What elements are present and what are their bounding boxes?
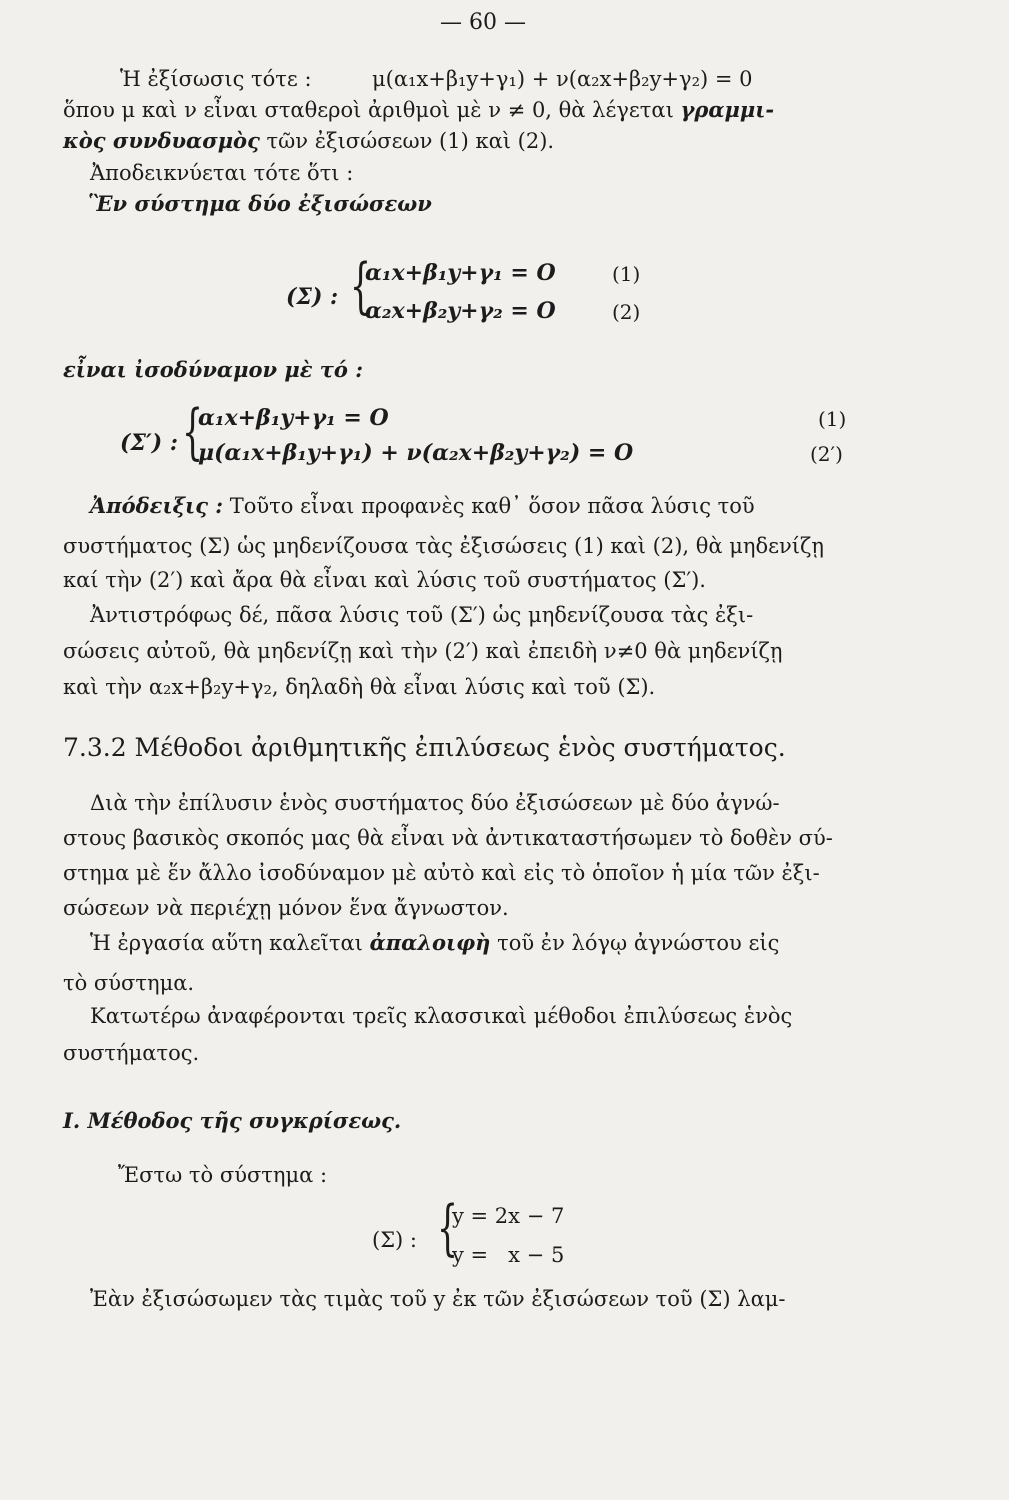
system1-number-2: (2) (612, 300, 641, 324)
system2-eq1: α₁x+β₁y+γ₁ = O (198, 405, 389, 431)
section-para1-line2: στους βασικὸς σκοπός μας θὰ εἶναι νὰ ἀντικαταστήσωμεν τὸ δοθὲν σύ- (63, 826, 833, 850)
page-number: — 60 — (440, 10, 526, 35)
section-para2-line2: τὸ σύστημα. (63, 971, 195, 995)
method-eq2: y = x − 5 (452, 1243, 565, 1267)
section-para1-line4: σώσεων νὰ περιέχῃ μόνον ἕνα ἄγνωστον. (63, 896, 509, 920)
method-system-brace: { (437, 1193, 459, 1263)
section-para2-lead: Ἡ ἐργασία αὕτη καλεῖται (90, 931, 363, 955)
intro-line-3-bold: κὸς συνδυασμὸς (63, 128, 260, 153)
system2-label: (Σ′) : (120, 430, 178, 456)
section-para3-line2: συστήματος. (63, 1041, 200, 1065)
system2-number-2: (2′) (810, 442, 843, 466)
section-para2-bold: ἀπαλοιφὴ (369, 930, 491, 955)
section-para1-line3: στημα μὲ ἕν ἄλλο ἰσοδύναμον μὲ αὐτὸ καὶ εἰς τὸ ὁποῖον ἡ μία τῶν ἐξι- (63, 861, 820, 885)
proof-line-1-text: Τοῦτο εἶναι προφανὲς καθ᾽ ὅσον πᾶσα λύσις τοῦ (229, 494, 755, 518)
system1-eq2: α₂x+β₂y+γ₂ = O (365, 298, 556, 324)
intro-line-3 (63, 128, 554, 154)
proof-lead: Ἀπόδειξις : (90, 493, 224, 518)
system1-eq1: α₁x+β₁y+γ₁ = O (365, 260, 556, 286)
section-para2-line1 (90, 930, 779, 956)
intro-line-3-text: τῶν ἐξισώσεων (1) καὶ (2). (266, 129, 555, 153)
section-para3-line1: Κατωτέρω ἀναφέρονται τρεῖς κλασσικαὶ μέθοδοι ἐπιλύσεως ἑνὸς (90, 1004, 793, 1028)
proof-line-3: καί τὴν (2′) καὶ ἄρα θὰ εἶναι καὶ λύσις τοῦ συστήματος (Σ′). (63, 568, 706, 592)
method-intro: Ἔστω τὸ σύστημα : (118, 1163, 328, 1187)
intro-line-2 (63, 97, 774, 123)
intro-line-1-equation: μ(α₁x+β₁y+γ₁) + ν(α₂x+β₂y+γ₂) = 0 (372, 67, 753, 91)
proof-line-6: καὶ τὴν α₂x+β₂y+γ₂, δηλαδὴ θὰ εἶναι λύσις καὶ τοῦ (Σ). (63, 675, 656, 699)
system2-brace: { (182, 397, 204, 467)
section-para1-line1: Διὰ τὴν ἐπίλυσιν ἑνὸς συστήματος δύο ἐξισώσεων μὲ δύο ἀγνώ- (90, 791, 780, 815)
method-system-label: (Σ) : (372, 1228, 417, 1252)
method-eq1: y = 2x − 7 (452, 1204, 565, 1228)
intro-line-4: Ἀποδεικνύεται τότε ὅτι : (90, 161, 354, 185)
system2-number-1: (1) (818, 407, 847, 431)
method-heading: Ι. Μέθοδος τῆς συγκρίσεως. (63, 1108, 402, 1133)
proof-line-5: σώσεις αὐτοῦ, θὰ μηδενίζῃ καὶ τὴν (2′) καὶ ἐπειδὴ ν≠0 θὰ μηδενίζῃ (63, 639, 783, 663)
proof-line-1 (90, 493, 755, 519)
system1-label: (Σ) : (286, 284, 339, 310)
proof-line-2: συστήματος (Σ) ὡς μηδενίζουσα τὰς ἐξισώσεις (1) καὶ (2), θὰ μηδενίζῃ (63, 534, 824, 558)
system1-number-1: (1) (612, 262, 641, 286)
section-para2-tail: τοῦ ἐν λόγῳ ἀγνώστου εἰς (497, 931, 780, 955)
system1-brace: { (350, 251, 372, 321)
intro-line-1-lead: Ἡ ἐξίσωσις τότε : (120, 67, 312, 91)
system2-eq2: μ(α₁x+β₁y+γ₁) + ν(α₂x+β₂y+γ₂) = O (198, 440, 634, 466)
intro-line-5: Ἓν σύστημα δύο ἐξισώσεων (88, 191, 432, 216)
section-heading: 7.3.2 Μέθοδοι ἀριθμητικῆς ἐπιλύσεως ἑνὸς συστήματος. (63, 733, 786, 762)
equivalence-label: εἶναι ἰσοδύναμον μὲ τό : (63, 357, 363, 382)
intro-line-2-bold: γραμμι- (680, 97, 775, 122)
proof-line-4: Ἀντιστρόφως δέ, πᾶσα λύσις τοῦ (Σ′) ὡς μηδενίζουσα τὰς ἐξι- (90, 603, 754, 627)
intro-line-2-text: ὅπου μ καὶ ν εἶναι σταθεροὶ ἀριθμοὶ μὲ ν ≠ 0, θὰ λέγεται (63, 98, 674, 122)
method-last-line: Ἐὰν ἐξισώσωμεν τὰς τιμὰς τοῦ y ἐκ τῶν ἐξισώσεων τοῦ (Σ) λαμ- (90, 1287, 786, 1311)
